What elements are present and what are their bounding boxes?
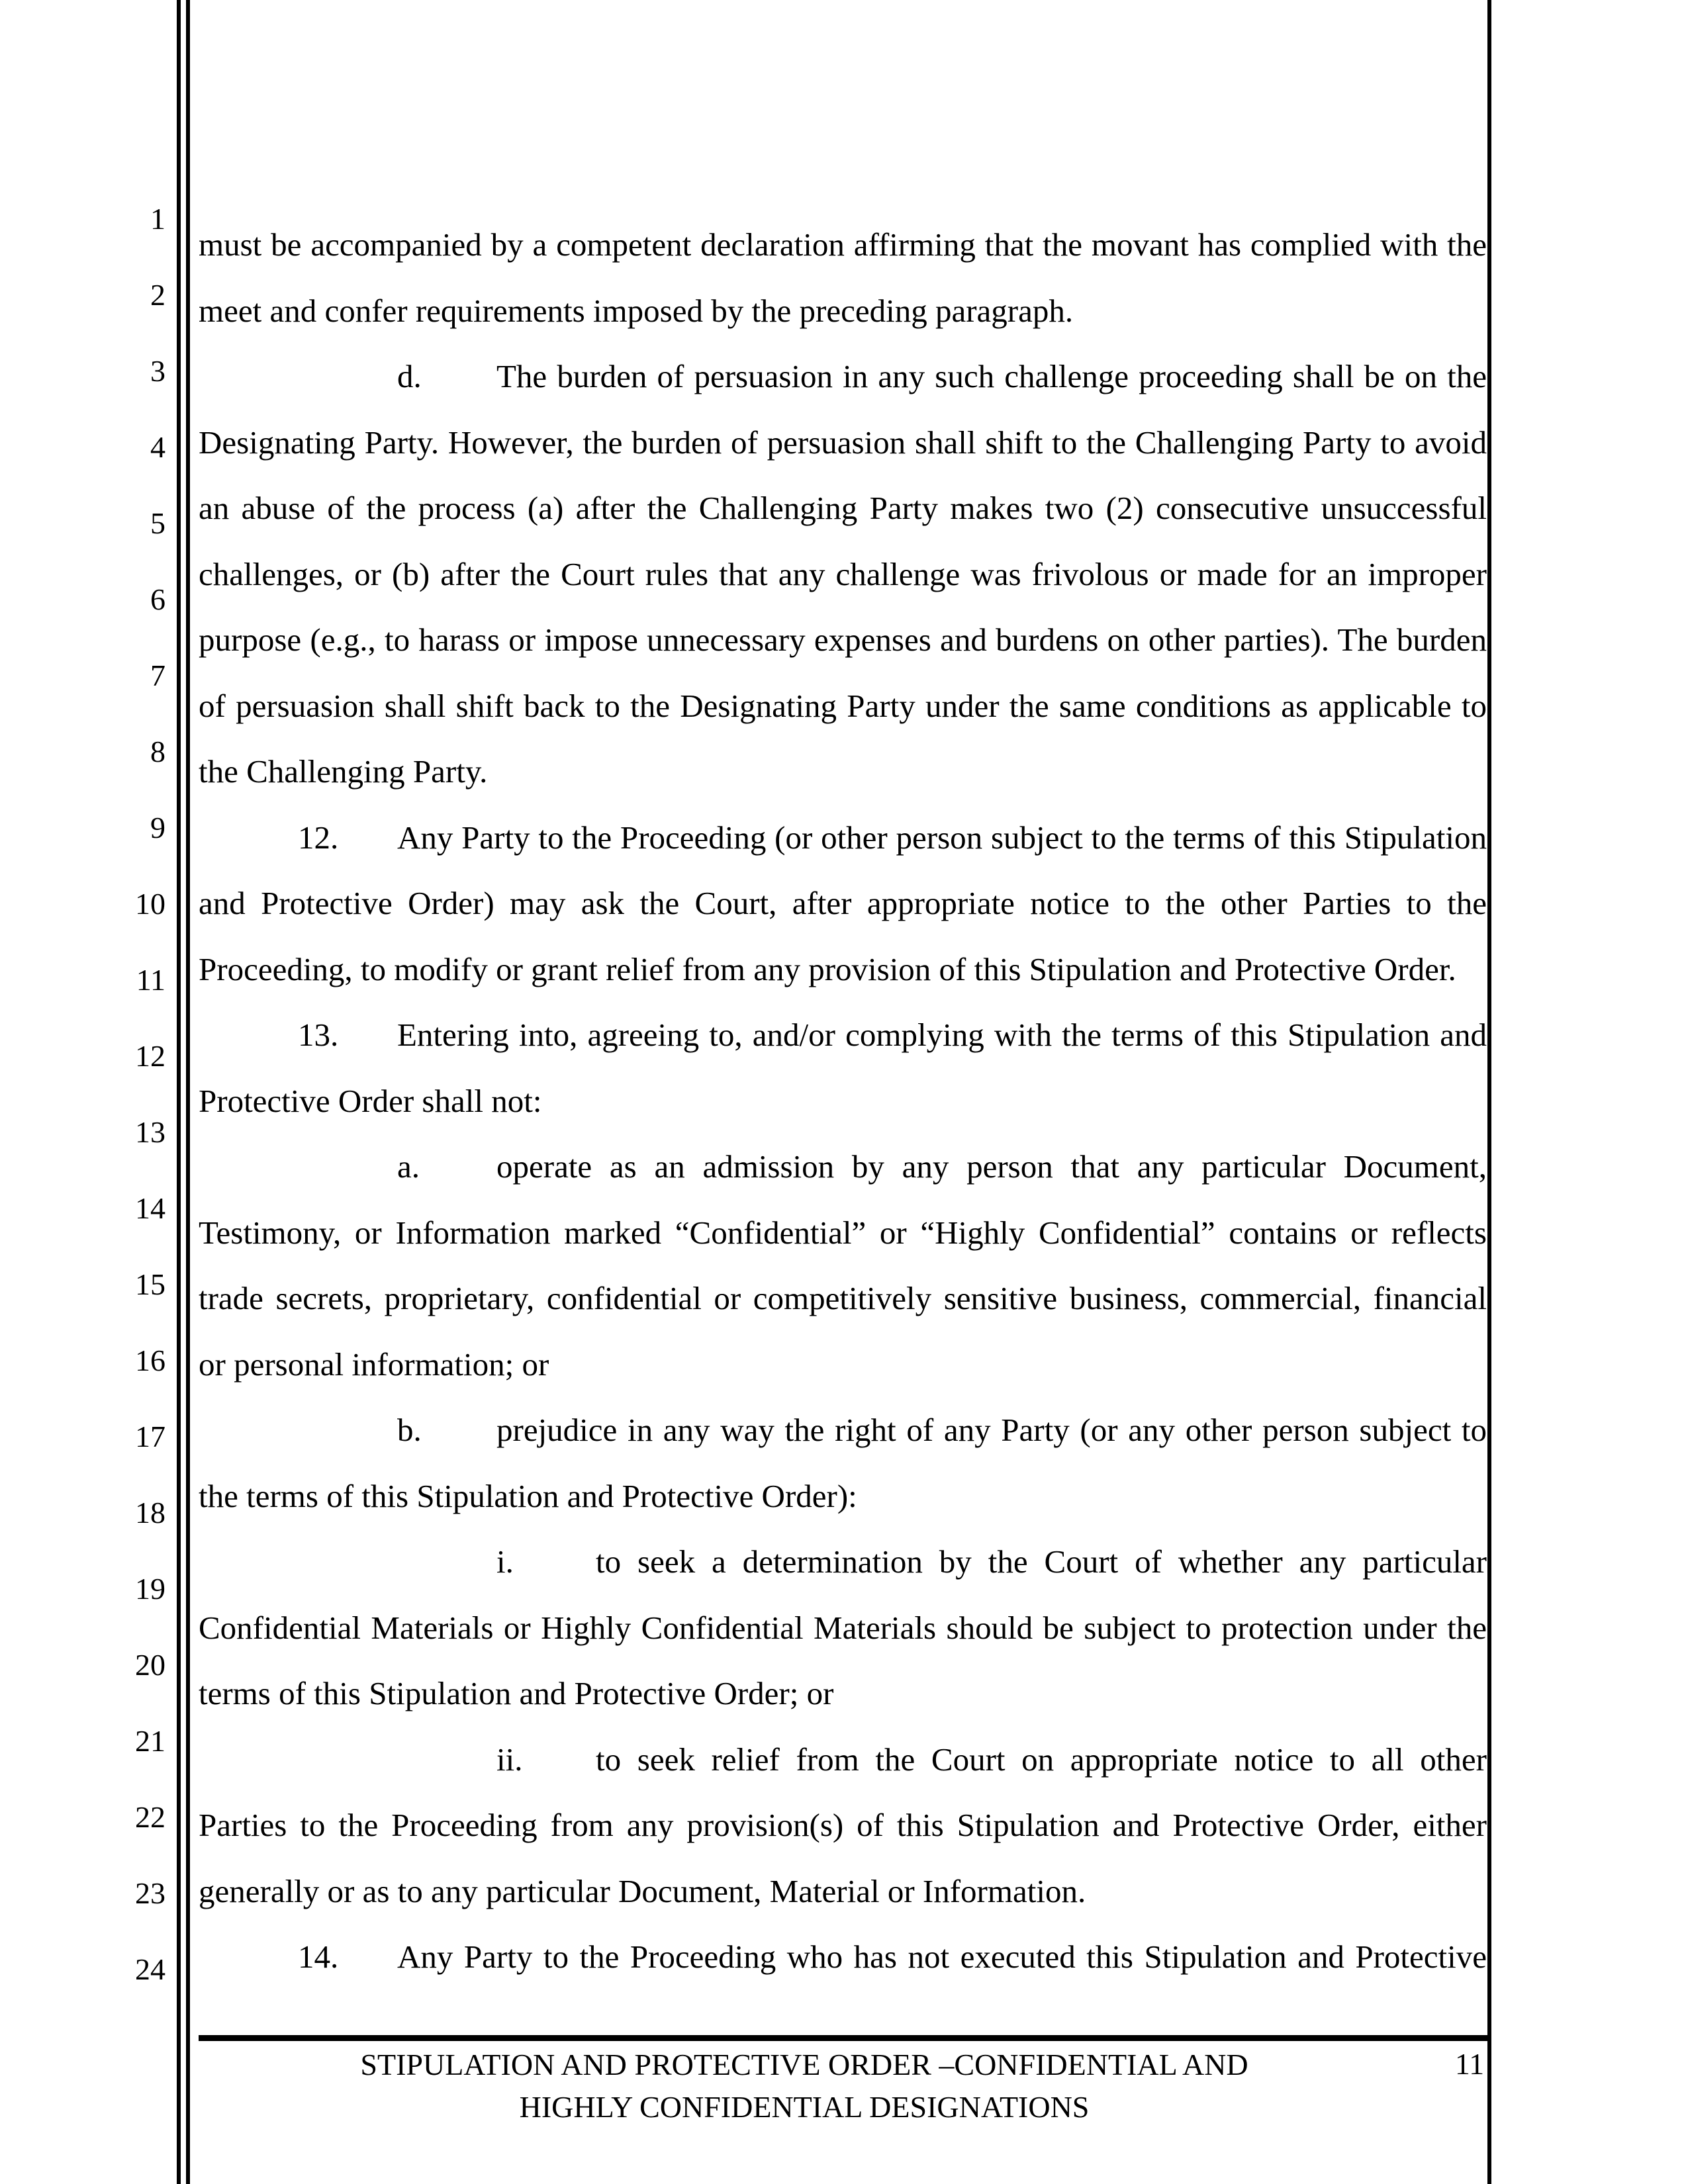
page-number: 11 xyxy=(1454,2047,1485,2081)
line-number: 9 xyxy=(150,811,165,844)
document-line: Proceeding, to modify or grant relief from any provision of this Stipulation and Protective Order. xyxy=(199,950,1456,987)
document-line: of persuasion shall shift back to the Designating Party under the same conditions as applicable to xyxy=(199,687,1487,724)
document-body xyxy=(199,212,1487,1990)
line-number: 17 xyxy=(135,1420,165,1453)
document-line: trade secrets, proprietary, confidential or competitively sensitive business, commercial, financial xyxy=(199,1280,1487,1316)
document-line: challenges, or (b) after the Court rules that any challenge was frivolous or made for an improper xyxy=(199,555,1487,592)
document-line: 13. Entering into, agreeing to, and/or complying with the terms of this Stipulation and xyxy=(199,1002,1487,1068)
document-line: b. prejudice in any way the right of any Party (or any other person subject to xyxy=(199,1397,1487,1463)
footer-rule xyxy=(199,2035,1487,2041)
document-line: generally or as to any particular Document, Material or Information. xyxy=(199,1872,1086,1909)
list-marker: a. xyxy=(397,1148,420,1185)
line-number: 18 xyxy=(135,1496,165,1529)
line-number: 22 xyxy=(135,1800,165,1834)
line-number: 14 xyxy=(135,1191,165,1225)
document-line: purpose (e.g., to harass or impose unnecessary expenses and burdens on other parties). The burden xyxy=(199,621,1487,658)
document-line: d. The burden of persuasion in any such challenge proceeding shall be on the xyxy=(199,343,1487,410)
line-number: 2 xyxy=(150,278,165,312)
line-number: 4 xyxy=(150,430,165,464)
list-marker: 12. xyxy=(298,819,339,856)
line-number: 3 xyxy=(150,354,165,388)
document-line: Protective Order shall not: xyxy=(199,1082,542,1119)
document-line: 14. Any Party to the Proceeding who has not executed this Stipulation and Protective xyxy=(199,1924,1487,1990)
list-marker: ii. xyxy=(496,1741,523,1778)
line-number-column xyxy=(40,202,165,2028)
line-number: 1 xyxy=(150,202,165,236)
footer-title-line2: HIGHLY CONFIDENTIAL DESIGNATIONS xyxy=(519,2090,1090,2124)
list-marker: i. xyxy=(496,1543,514,1580)
document-line: 12. Any Party to the Proceeding (or other person subject to the terms of this Stipulation xyxy=(199,805,1487,871)
document-line: the terms of this Stipulation and Protective Order): xyxy=(199,1477,857,1514)
document-line: must be accompanied by a competent declaration affirming that the movant has complied with the xyxy=(199,226,1487,263)
pleading-left-rule-outer xyxy=(177,0,181,2184)
list-marker: 13. xyxy=(298,1017,339,1053)
list-marker: d. xyxy=(397,358,422,394)
line-number: 5 xyxy=(150,506,165,540)
document-line: meet and confer requirements imposed by the preceding paragraph. xyxy=(199,292,1074,329)
document-line: Parties to the Proceeding from any provision(s) of this Stipulation and Protective Order, either xyxy=(199,1807,1487,1843)
line-number: 15 xyxy=(135,1267,165,1301)
line-number: 11 xyxy=(136,963,165,997)
document-line: or personal information; or xyxy=(199,1345,549,1383)
document-line: Designating Party. However, the burden of persuasion shall shift to the Challenging Party to avoid xyxy=(199,424,1487,461)
document-line: terms of this Stipulation and Protective Order; or xyxy=(199,1675,834,1711)
document-line: a. operate as an admission by any person that any particular Document, xyxy=(199,1134,1487,1200)
pleading-right-rule xyxy=(1487,0,1491,2184)
line-number: 24 xyxy=(135,1952,165,1986)
line-number: 16 xyxy=(135,1343,165,1377)
line-number: 23 xyxy=(135,1876,165,1910)
line-number: 20 xyxy=(135,1648,165,1682)
document-line: and Protective Order) may ask the Court, after appropriate notice to the other Parties to the xyxy=(199,885,1487,921)
footer-title xyxy=(205,2044,1403,2128)
line-number: 8 xyxy=(150,735,165,768)
line-number: 7 xyxy=(150,659,165,692)
line-number: 6 xyxy=(150,582,165,616)
document-line: Testimony, or Information marked “Confidential” or “Highly Confidential” contains or reflects xyxy=(199,1214,1487,1251)
line-number: 12 xyxy=(135,1039,165,1073)
document-line: an abuse of the process (a) after the Challenging Party makes two (2) consecutive unsuccessful xyxy=(199,490,1487,526)
document-line: i. to seek a determination by the Court of whether any particular xyxy=(199,1529,1487,1595)
footer-title-line1: STIPULATION AND PROTECTIVE ORDER –CONFIDENTIAL AND xyxy=(360,2048,1248,2081)
line-number: 13 xyxy=(135,1115,165,1149)
document-line: Confidential Materials or Highly Confidential Materials should be subject to protection under the xyxy=(199,1609,1487,1646)
list-marker: 14. xyxy=(298,1938,339,1975)
line-number: 10 xyxy=(135,887,165,921)
line-number: 21 xyxy=(135,1724,165,1758)
pleading-left-rule-inner xyxy=(186,0,190,2184)
list-marker: b. xyxy=(397,1412,422,1448)
line-number: 19 xyxy=(135,1572,165,1606)
document-line: ii. to seek relief from the Court on appropriate notice to all other xyxy=(199,1727,1487,1793)
document-line: the Challenging Party. xyxy=(199,753,488,790)
